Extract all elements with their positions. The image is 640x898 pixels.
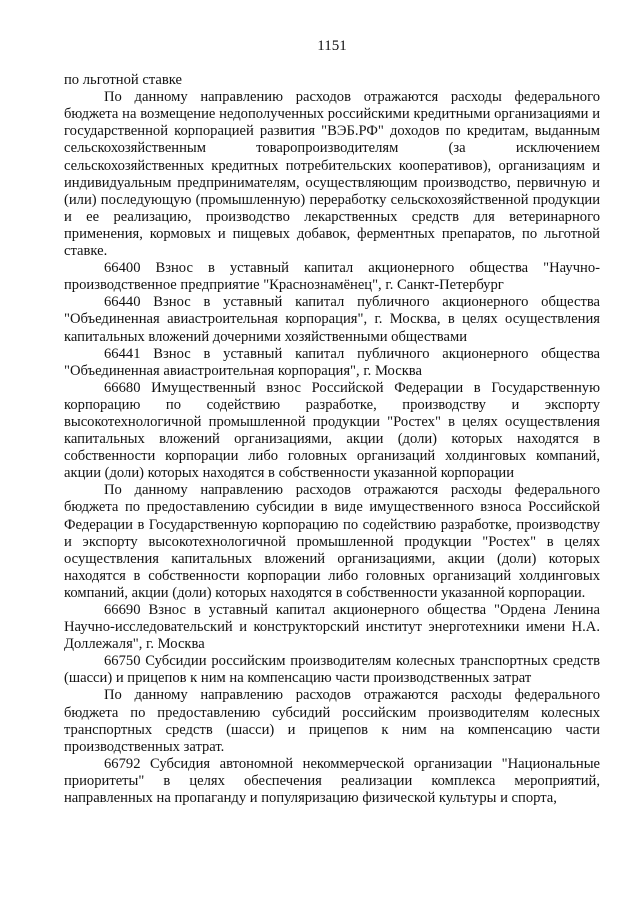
paragraph: 66792 Субсидия автономной некоммерческой организации "Национальные приоритеты" в целях обеспечения реализации комплекса мероприятий, направленных на пропаганду и популяризацию физической культуры и спорта, [64, 755, 600, 807]
paragraph: по льготной ставке [64, 72, 182, 89]
paragraph: По данному направлению расходов отражаются расходы федерального бюджета по предоставлению субсидий российским производителям колесных транспортных средств (шасси) и прицепов к ним на компенсацию части производственных затрат. [64, 687, 600, 755]
paragraph: 66441 Взнос в уставный капитал публичного акционерного общества "Объединенная авиастроительная корпорация", г. Москва [64, 345, 600, 379]
paragraph: 66440 Взнос в уставный капитал публичного акционерного общества "Объединенная авиастроительная корпорация", г. Москва, в целях осуществления капитальных вложений дочерними хозяйственными обществами [64, 294, 600, 345]
paragraph: 66680 Имущественный взнос Российской Федерации в Государственную корпорацию по содействию разработке, производству и экспорту высокотехнологичной промышленной продукции "Ростех" в целях осуществления капитальных вложений организациями, акции (доли) которых находятся в собственности корпорации либо головных организаций холдинговых компаний, акции (доли) которых находятся в собственности указанной корпорации [64, 379, 600, 482]
paragraph: По данному направлению расходов отражаются расходы федерального бюджета по предоставлению субсидии в виде имущественного взноса Российской Федерации в Государственную корпорацию по содействию разработке, производству и экспорту высокотехнологичной промышленной продукции "Ростех" в целях осуществления капитальных вложений организациями, акции (доли) которых находятся в собственности корпорации либо головных организаций холдинговых компаний, акции (доли) которых находятся в собственности указанной корпорации. [64, 482, 600, 601]
paragraph: 66750 Субсидии российским производителям колесных транспортных средств (шасси) и прицепов к ним на компенсацию части производственных затрат [64, 653, 600, 687]
page-number: 1151 [317, 38, 347, 54]
document-page [64, 38, 600, 807]
paragraph: 66690 Взнос в уставный капитал акционерного общества "Ордена Ленина Научно-исследовательский и конструкторский институт энерготехники имени Н.А. Доллежаля", г. Москва [64, 602, 600, 653]
paragraph: 66400 Взнос в уставный капитал акционерного общества "Научно-производственное предприятие "Краснознамёнец", г. Санкт-Петербург [64, 260, 600, 294]
paragraph: По данному направлению расходов отражаются расходы федерального бюджета на возмещение недополученных российскими кредитными организациями и государственной корпорацией развития "ВЭБ.РФ" доходов по кредитам, выданным сельскохозяйственным товаропроизводителям (за исключением сельскохозяйственных кредитных потребительских кооперативов), организациям и индивидуальным предпринимателям, осуществляющим производство, первичную и (или) последующую (промышленную) переработку сельскохозяйственной продукции и ее реализацию, производство лекарственных средств для ветеринарного применения, кормовых и пищевых добавок, ферментных препаратов, по льготной ставке. [64, 89, 600, 260]
